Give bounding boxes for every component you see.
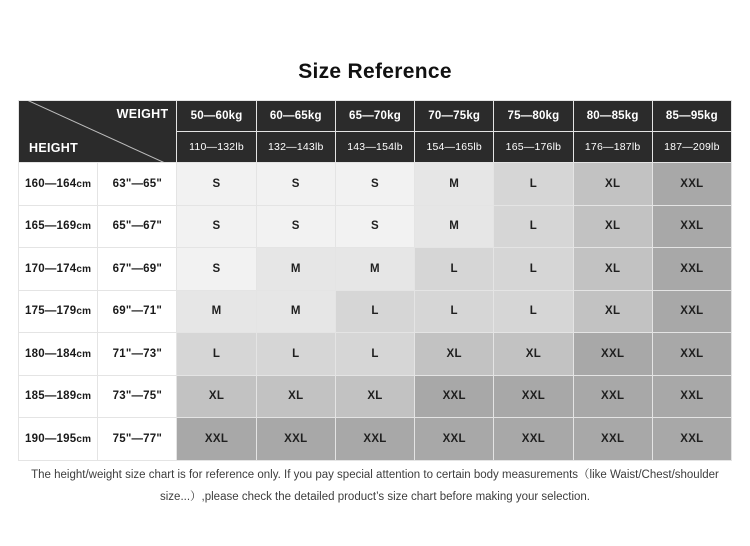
size-cell: S [335,205,414,248]
size-cell: M [256,290,335,333]
size-cell: L [415,248,494,291]
column-header-lb: 143—154lb [335,132,414,163]
size-reference-table [18,100,732,461]
row-header-in: 71"—73" [98,333,177,376]
size-cell: XL [415,333,494,376]
column-header-kg: 80—85kg [573,101,652,132]
size-cell: L [415,290,494,333]
height-axis-label: HEIGHT [29,141,79,155]
size-cell: S [256,163,335,206]
table-row [19,248,732,291]
size-cell: XXL [573,333,652,376]
column-header-lb: 132—143lb [256,132,335,163]
size-cell: XXL [335,418,414,461]
table-row [19,418,732,461]
size-table-wrapper [18,100,732,461]
table-row [19,333,732,376]
row-header-cm: 165—169cm [19,205,98,248]
size-cell: XXL [652,333,731,376]
size-cell: L [494,290,573,333]
size-cell: XXL [652,290,731,333]
size-cell: XL [573,163,652,206]
table-header-row-kg [19,101,732,132]
column-header-lb: 176—187lb [573,132,652,163]
size-cell: L [256,333,335,376]
size-cell: L [335,333,414,376]
size-cell: L [177,333,256,376]
row-header-cm: 170—174cm [19,248,98,291]
table-corner-header [19,101,177,163]
table-row [19,375,732,418]
row-header-in: 63"—65" [98,163,177,206]
size-cell: XXL [415,375,494,418]
size-cell: XL [494,333,573,376]
column-header-kg: 70—75kg [415,101,494,132]
row-header-cm: 180—184cm [19,333,98,376]
size-cell: XL [335,375,414,418]
column-header-kg: 75—80kg [494,101,573,132]
size-cell: L [494,248,573,291]
page-title: Size Reference [298,60,452,83]
size-cell: S [256,205,335,248]
column-header-lb: 165—176lb [494,132,573,163]
size-cell: L [494,163,573,206]
row-header-in: 75"—77" [98,418,177,461]
row-header-in: 69"—71" [98,290,177,333]
column-header-lb: 154—165lb [415,132,494,163]
size-cell: XL [177,375,256,418]
column-header-lb: 110—132lb [177,132,256,163]
size-cell: XXL [573,375,652,418]
size-cell: XXL [415,418,494,461]
size-cell: XXL [652,375,731,418]
size-cell: S [177,248,256,291]
size-cell: XL [573,248,652,291]
size-cell: M [256,248,335,291]
size-cell: M [335,248,414,291]
table-row [19,290,732,333]
row-header-in: 73"—75" [98,375,177,418]
size-cell: M [415,163,494,206]
size-cell: M [415,205,494,248]
size-cell: XL [256,375,335,418]
size-cell: XXL [494,418,573,461]
size-cell: XL [573,290,652,333]
size-cell: XXL [494,375,573,418]
size-cell: XXL [652,418,731,461]
table-row [19,205,732,248]
size-cell: XXL [177,418,256,461]
column-header-kg: 60—65kg [256,101,335,132]
size-cell: XXL [256,418,335,461]
size-cell: L [494,205,573,248]
column-header-kg: 65—70kg [335,101,414,132]
size-cell: XXL [652,205,731,248]
row-header-in: 67"—69" [98,248,177,291]
row-header-in: 65"—67" [98,205,177,248]
table-row [19,163,732,206]
size-cell: S [335,163,414,206]
column-header-kg: 50—60kg [177,101,256,132]
column-header-kg: 85—95kg [652,101,731,132]
size-cell: XXL [652,248,731,291]
weight-axis-label: WEIGHT [116,107,169,121]
row-header-cm: 175—179cm [19,290,98,333]
row-header-cm: 160—164cm [19,163,98,206]
row-header-cm: 190—195cm [19,418,98,461]
size-cell: XL [573,205,652,248]
size-cell: XXL [652,163,731,206]
size-cell: XXL [573,418,652,461]
disclaimer-note: The height/weight size chart is for reference only. If you pay special attention to certain body measurements（like Waist/Chest/shoulder size...）,please check the detailed product’s size chart before making your selection. [31,469,719,503]
size-cell: S [177,163,256,206]
size-cell: L [335,290,414,333]
size-cell: S [177,205,256,248]
size-cell: M [177,290,256,333]
row-header-cm: 185—189cm [19,375,98,418]
column-header-lb: 187—209lb [652,132,731,163]
